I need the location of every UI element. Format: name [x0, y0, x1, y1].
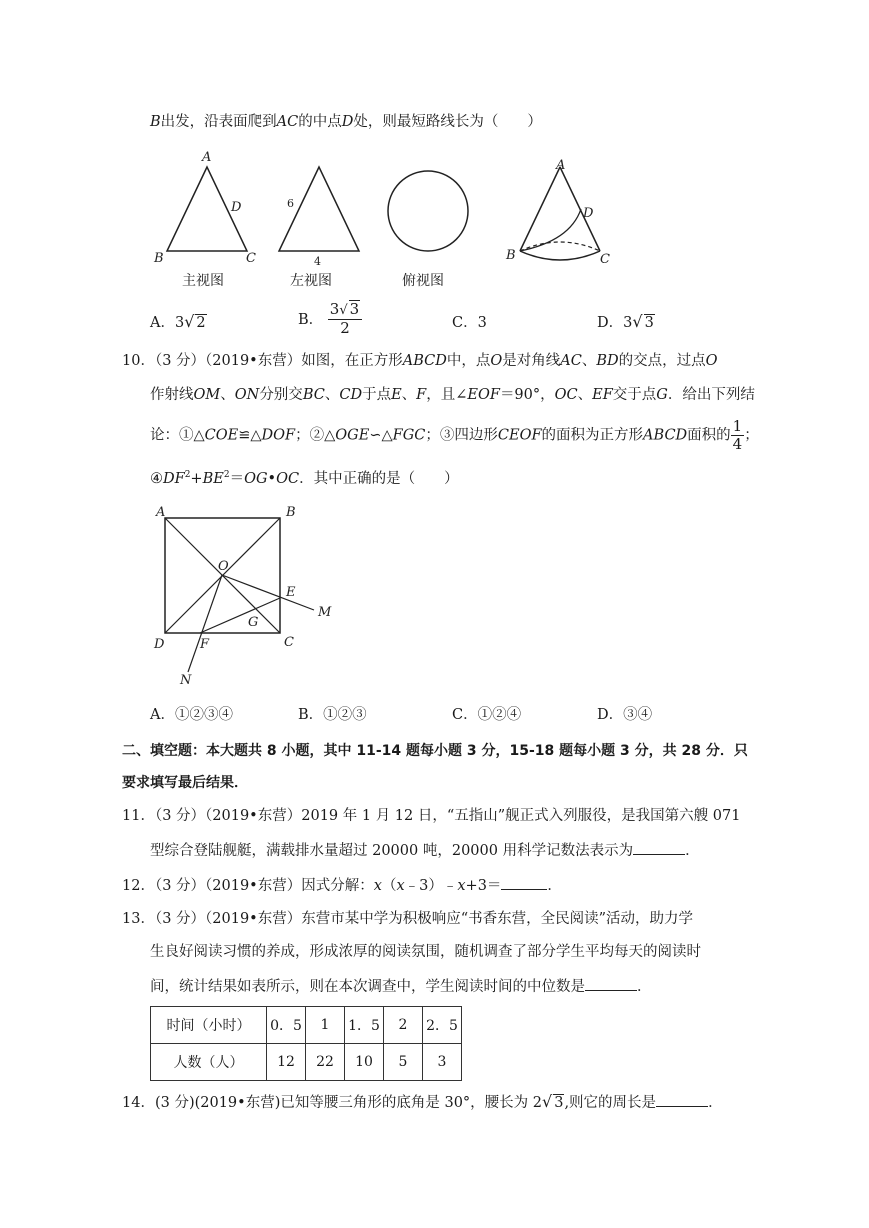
table-cell: 1．5	[345, 1007, 384, 1044]
front-view-triangle	[153, 150, 256, 266]
table-cell: 1	[306, 1007, 345, 1044]
top-view-circle	[388, 171, 468, 251]
q10-line-3: 论：①△COE≌△DOF；②△OGE∽△FGC；③四边形CEOF的面积为正方形ABCD面积的 $\frac{1}{4}$ ；	[150, 417, 759, 453]
q10-option-a[interactable]: A．①②③④	[150, 707, 233, 723]
q9-option-c[interactable]: C．3	[452, 315, 487, 331]
svg-text:D: D	[583, 206, 594, 221]
q9-question-line: B出发，沿表面爬到AC的中点D处，则最短路线长为（ ）	[150, 114, 542, 130]
q13-reading-time-table	[150, 1006, 462, 1081]
q12-line: 12．（3 分）（2019•东营）因式分解：x（x﹣3）﹣x+3＝ ．	[122, 875, 562, 896]
q10-option-b[interactable]: B．①②③	[298, 707, 367, 723]
front-view-label: 主视图	[182, 273, 224, 289]
q11-line-1: 11．（3 分）（2019•东营）2019 年 1 月 12 日，“五指山”舰正式入列服役，是我国第六艘 071	[122, 808, 741, 824]
side-view-label: 左视图	[290, 273, 332, 289]
one-quarter-fraction: $\frac{1}{4}$	[732, 417, 743, 453]
q10-line-1: 10．（3 分）（2019•东营）如图，在正方形ABCD中，点O是对角线AC、BD的交点，过点O	[122, 353, 718, 369]
svg-text:F: F	[200, 637, 210, 652]
q11-line-2: 型综合登陆舰艇，满载排水量超过 20000 吨，20000 用科学记数法表示为 ．	[150, 840, 700, 861]
svg-text:B: B	[286, 505, 296, 520]
top-view-label: 俯视图	[402, 273, 444, 289]
q9-option-a[interactable]: A．3√ 2	[150, 312, 206, 331]
q13-answer-blank[interactable]	[585, 976, 637, 991]
svg-text:C: C	[284, 635, 294, 650]
q10-option-c[interactable]: C．①②④	[452, 707, 522, 723]
table-cell: 22	[306, 1044, 345, 1081]
svg-text:D: D	[231, 200, 242, 215]
table-cell: 12	[267, 1044, 306, 1081]
svg-text:B: B	[154, 251, 164, 266]
svg-text:G: G	[248, 615, 259, 630]
table-cell: 2	[384, 1007, 423, 1044]
svg-text:C: C	[600, 252, 610, 267]
table-header-cell: 人数（人）	[151, 1044, 267, 1081]
q10-line-4: $④DF^2+BE^2=OG•OC$．其中正确的是（ ）	[150, 470, 459, 487]
table-row	[151, 1007, 462, 1044]
svg-text:B: B	[506, 248, 516, 263]
q9-option-d[interactable]: D．3√ 3	[597, 312, 654, 331]
q14-answer-blank[interactable]	[656, 1092, 708, 1107]
svg-text:A: A	[556, 158, 566, 173]
svg-text:A: A	[156, 505, 166, 520]
q12-answer-blank[interactable]	[501, 875, 547, 890]
q9-three-views-figure	[140, 145, 660, 285]
svg-text:O: O	[218, 559, 229, 574]
table-cell: 5	[384, 1044, 423, 1081]
svg-text:A: A	[202, 150, 212, 165]
q10-line-2: 作射线OM、ON分别交BC、CD于点E、F，且∠EOF＝90°，OC、EF交于点G．给出下列结	[150, 387, 755, 403]
section-2-heading-line-1: 二、填空题：本大题共 8 小题，其中 11-14 题每小题 3 分，15-18 题每小题 3 分，共 28 分．只	[122, 743, 748, 759]
q11-answer-blank[interactable]	[633, 840, 685, 855]
table-row	[151, 1044, 462, 1081]
svg-text:M: M	[318, 605, 332, 620]
q13-line-1: 13．（3 分）（2019•东营）东营市某中学为积极响应“书香东营，全民阅读”活动，助力学	[122, 911, 694, 927]
table-cell: 3	[423, 1044, 462, 1081]
table-cell: 10	[345, 1044, 384, 1081]
section-2-heading-line-2: 要求填写最后结果．	[122, 775, 248, 791]
side-view-triangle	[279, 167, 359, 268]
svg-text:D: D	[154, 637, 165, 652]
q9-option-b-fraction: $\frac{3√ 3}{2}$	[328, 300, 362, 337]
q13-line-3: 间，统计结果如表所示，则在本次调查中，学生阅读时间的中位数是 ．	[150, 976, 652, 997]
svg-text:N: N	[180, 673, 192, 688]
q13-line-2: 生良好阅读习惯的养成，形成浓厚的阅读氛围，随机调查了部分学生平均每天的阅读时	[150, 944, 701, 960]
svg-text:6: 6	[287, 197, 294, 210]
q10-square-figure	[148, 500, 348, 690]
q10-option-d[interactable]: D．③④	[597, 707, 653, 723]
table-cell: 0．5	[267, 1007, 306, 1044]
svg-text:C: C	[246, 251, 256, 266]
q14-line: 14．(3 分)(2019•东营)已知等腰三角形的底角是 30°，腰长为 2√ 3,则它的周长是 ．	[122, 1092, 723, 1111]
svg-text:E: E	[286, 585, 296, 600]
cone-figure	[505, 158, 610, 267]
svg-text:4: 4	[314, 255, 321, 268]
table-header-cell: 时间（小时）	[151, 1007, 267, 1044]
table-cell: 2．5	[423, 1007, 462, 1044]
q9-option-b[interactable]: B． $\frac{3√ 3}{2}$	[298, 300, 362, 337]
